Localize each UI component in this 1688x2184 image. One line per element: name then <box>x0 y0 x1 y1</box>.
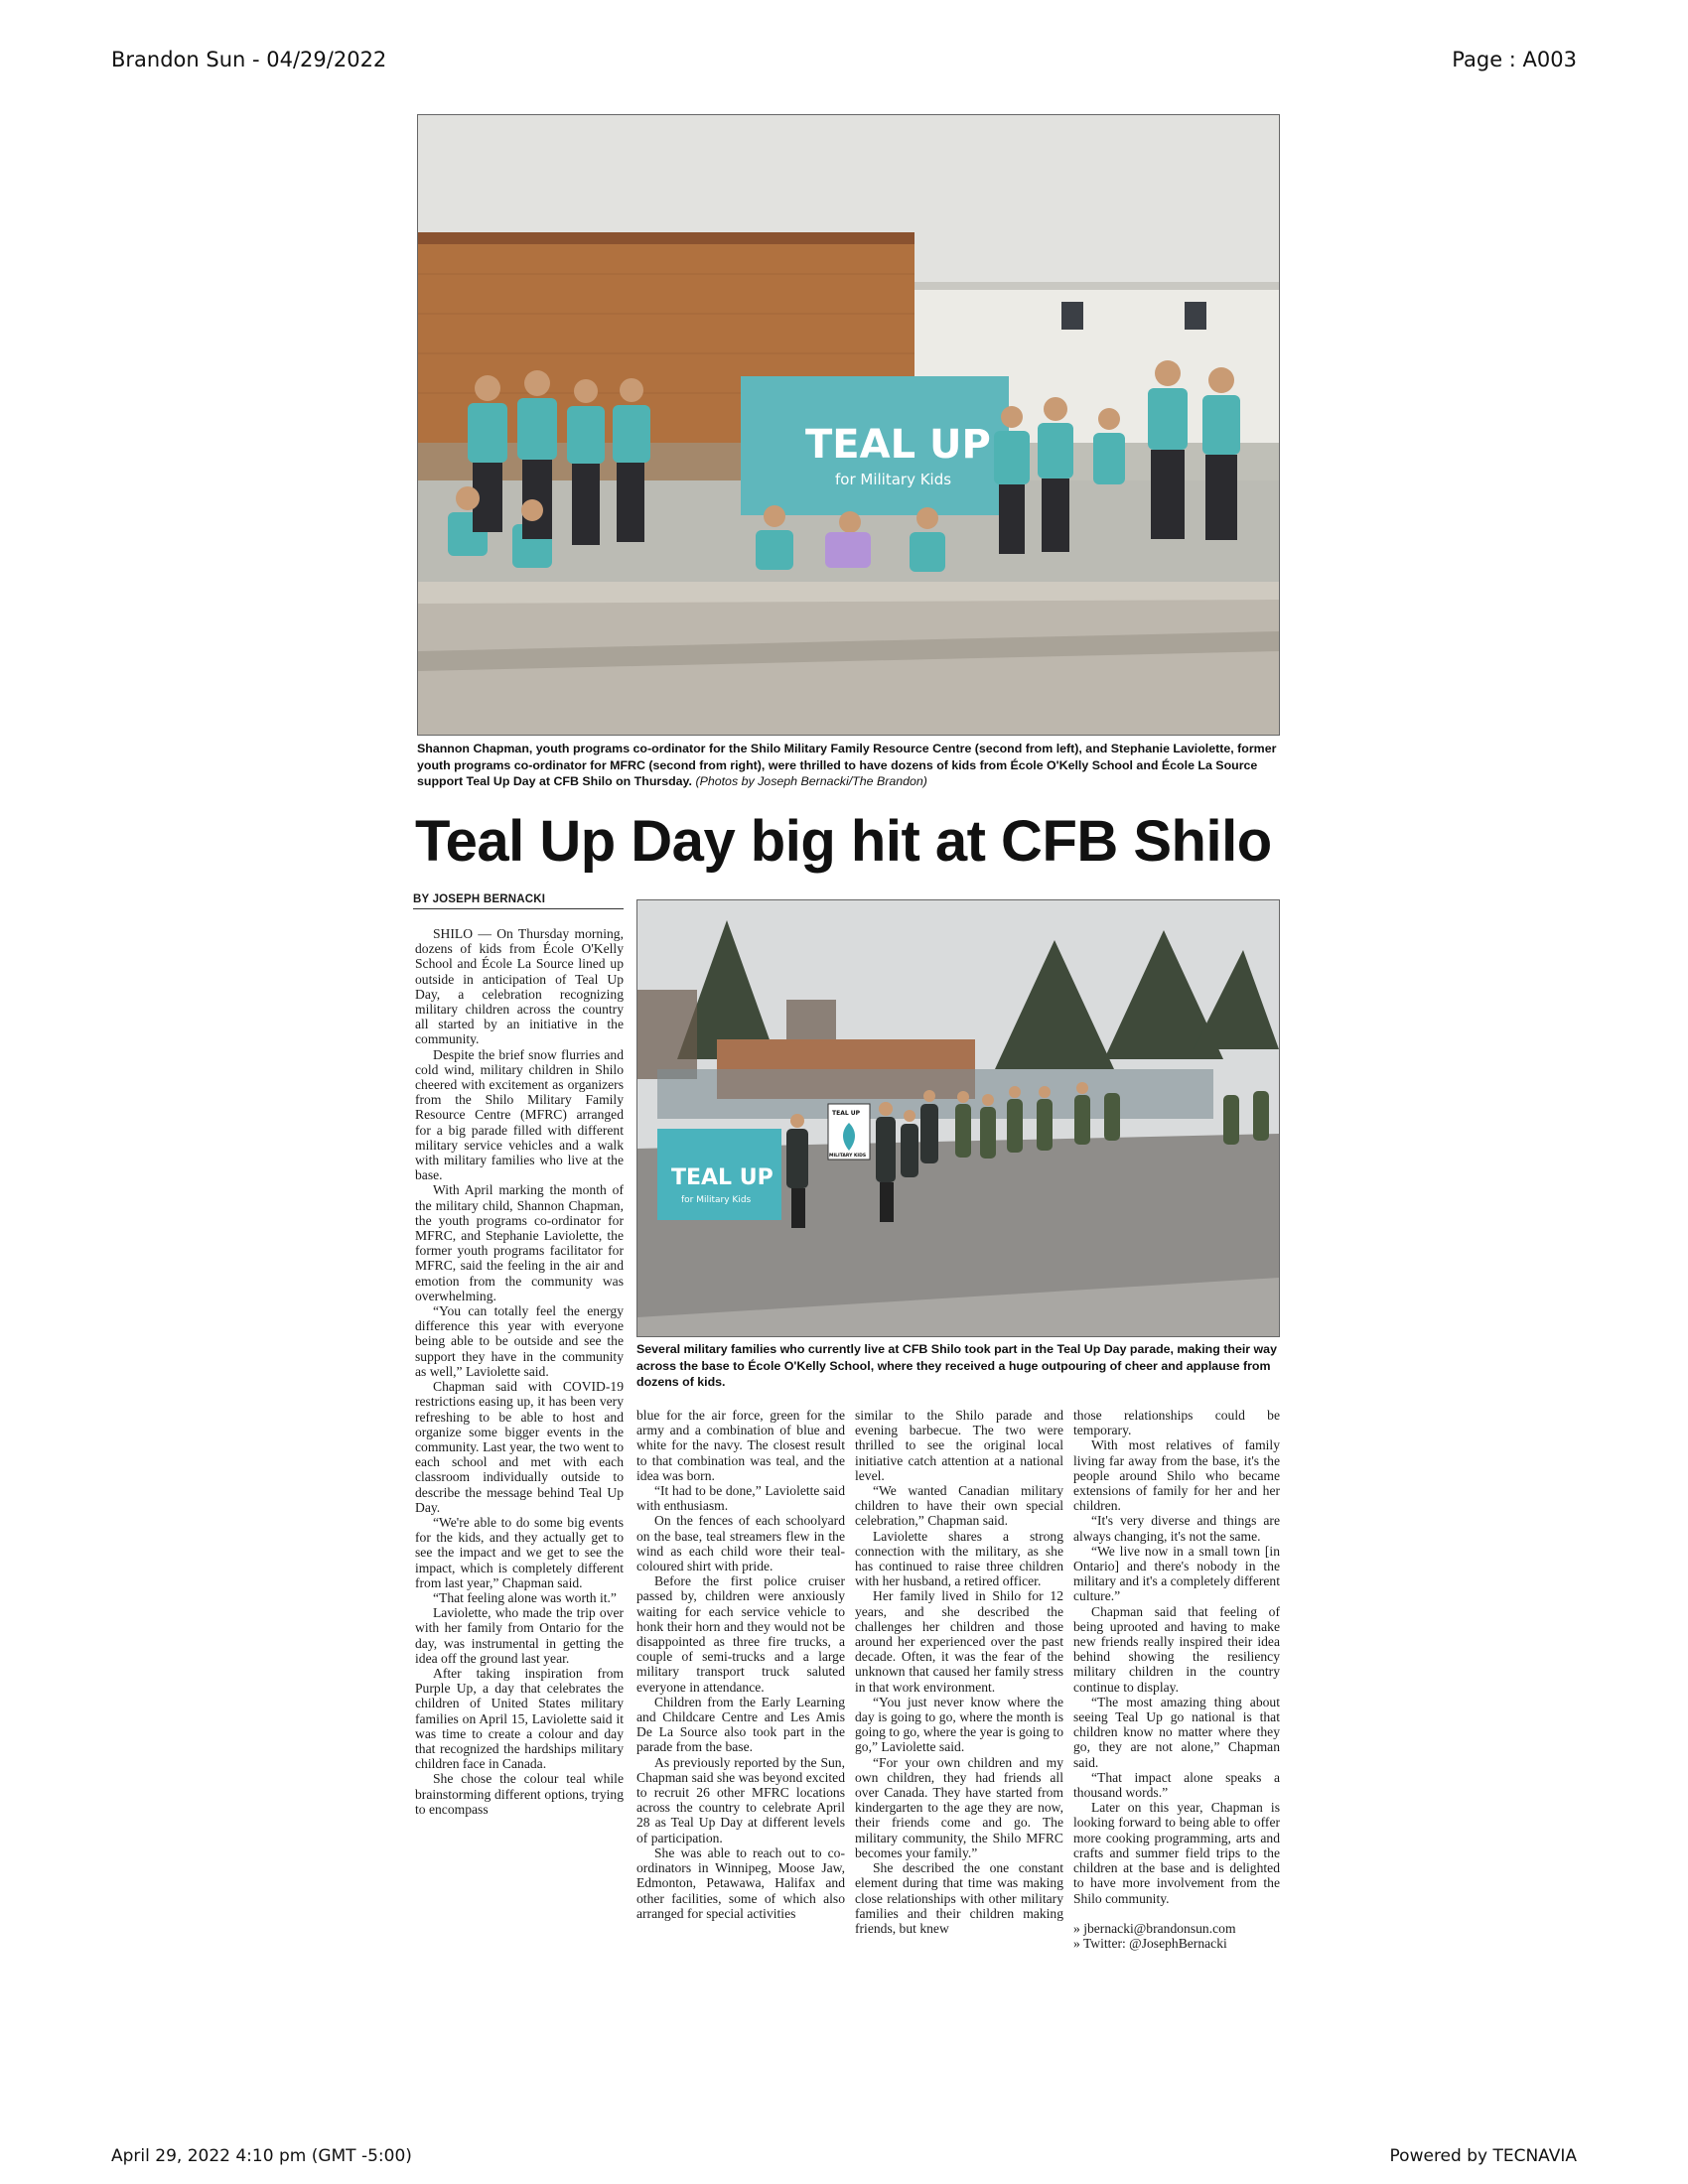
photo-credit: (Photos by Joseph Bernacki/The Brandon) <box>695 774 927 788</box>
paragraph: Laviolette shares a strong connection with the military, as she has continued to raise three children with her husband, a retired officer. <box>855 1528 1063 1589</box>
paragraph: “For your own children and my own children, they had friends all over Canada. They have started from kindergarten to the age they are now, their friends come and go. The military community, the Shilo MFRC becomes your family.” <box>855 1754 1063 1860</box>
paragraph: “That impact alone speaks a thousand words.” <box>1073 1769 1280 1801</box>
photo1-caption-text: Shannon Chapman, youth programs co-ordinator for the Shilo Military Family Resource Centre (second from left), and Stephanie Laviolette, former youth programs co-ordinator for MFRC (second from right), were thrilled to have dozens of kids from École O'Kelly School and École La Source support Teal Up Day at CFB Shilo on Thursday. <box>417 742 1277 788</box>
paragraph: With most relatives of family living far away from the base, it's the people around Shilo who became extensions of family for her and her children. <box>1073 1437 1280 1514</box>
photo-parade <box>636 899 1280 1337</box>
paragraph: Despite the brief snow flurries and cold wind, military children in Shilo cheered with excitement as organizers from the Shilo Military Family Resource Centre (MFRC) arranged for a big parade filled with different military service vehicles and a walk with military families who live at the base. <box>415 1046 624 1183</box>
sign-bottom-text: MILITARY KIDS <box>829 1154 867 1159</box>
paragraph: similar to the Shilo parade and evening barbecue. The two were thrilled to see the original local initiative catch attention at a national level. <box>855 1408 1063 1483</box>
byline: BY JOSEPH BERNACKI <box>413 893 624 909</box>
source-label: Brandon Sun - 04/29/2022 <box>111 48 387 71</box>
paragraph: Chapman said that feeling of being uprooted and having to make new friends really inspired their idea behind showing the resiliency military children in the country continue to display. <box>1073 1603 1280 1695</box>
paragraph: Chapman said with COVID-19 restrictions easing up, it has been very refreshing to be able to host and organize some bigger events in the community. Last year, the two went to each school and met with each classroom individually outside to describe the message behind Teal Up Day. <box>415 1379 624 1515</box>
paragraph: She was able to reach out to co-ordinators in Winnipeg, Moose Jaw, Edmonton, Petawawa, Halifax and other facilities, some of which also arranged for special activities <box>636 1844 845 1921</box>
paragraph: Children from the Early Learning and Childcare Centre and Les Amis De La Source also took part in the parade from the base. <box>636 1694 845 1755</box>
paragraph: “We live now in a small town [in Ontario] and there's nobody in the military and it's a completely different culture.” <box>1073 1543 1280 1604</box>
photo1-caption <box>417 741 1281 790</box>
article-column-1 <box>415 926 624 1817</box>
paragraph: After taking inspiration from Purple Up, a day that celebrates the children of United States military families on April 15, Laviolette said it was time to create a colour and day that recognized the hardships military children face in Canada. <box>415 1665 624 1772</box>
sign-top-text: TEAL UP <box>832 1110 861 1117</box>
paragraph: “It's very diverse and things are always changing, it's not the same. <box>1073 1513 1280 1544</box>
paragraph: blue for the air force, green for the army and a combination of blue and white for the navy. The closest result to that combination was teal, and the idea was born. <box>636 1408 845 1483</box>
author-twitter-link[interactable]: » Twitter: @JosephBernacki <box>1073 1935 1227 1951</box>
paragraph: She described the one constant element during that time was making close relationships with other military families and their children making friends, but knew <box>855 1860 1063 1936</box>
paragraph: “You can totally feel the energy difference this year with everyone being able to be outside and see the support they have in the community as well,” Laviolette said. <box>415 1303 624 1379</box>
photo-group-fence <box>417 114 1280 736</box>
paragraph: those relationships could be temporary. <box>1073 1408 1280 1438</box>
paragraph: “You just never know where the day is going to go, where the month is going to go, where the year is going to go,” Laviolette said. <box>855 1694 1063 1755</box>
paragraph: Her family lived in Shilo for 12 years, and she described the challenges her children and those around her experienced over the past decade. Often, it was the fear of the unknown that caused her family stress in that work environment. <box>855 1588 1063 1695</box>
paragraph: “We're able to do some big events for the kids, and they actually get to see the impact and we get to see the impact, which is completely different from last year,” Chapman said. <box>415 1514 624 1590</box>
parade-banner-text: TEAL UP <box>671 1165 774 1190</box>
paragraph: As previously reported by the Sun, Chapman said she was beyond excited to recruit 26 other MFRC locations across the country to celebrate April 28 as Teal Up Day at different levels of participation. <box>636 1754 845 1845</box>
article-column-4 <box>1073 1408 1280 1951</box>
paragraph: “It had to be done,” Laviolette said with enthusiasm. <box>636 1483 845 1514</box>
paragraph: Later on this year, Chapman is looking forward to being able to offer more cooking programming, arts and crafts and summer field trips to the children at the base and is delighted to have more involvement from the Shilo community. <box>1073 1800 1280 1906</box>
paragraph: On the fences of each schoolyard on the base, teal streamers flew in the wind as each child wore their teal-coloured shirt with pride. <box>636 1513 845 1574</box>
parade-banner-subtext: for Military Kids <box>681 1195 752 1205</box>
paragraph: With April marking the month of the military child, Shannon Chapman, the youth programs co-ordinator for MFRC, and Stephanie Laviolette, the former youth programs facilitator for MFRC, said the feeling in the air and emotion from the community was overwhelming. <box>415 1182 624 1303</box>
paragraph: “The most amazing thing about seeing Teal Up go national is that children know no matter where they go, they are not alone,” Chapman said. <box>1073 1694 1280 1770</box>
footer-timestamp: April 29, 2022 4:10 pm (GMT -5:00) <box>111 2146 412 2166</box>
page-number-label: Page : A003 <box>1452 48 1577 71</box>
footer-powered-by: Powered by TECNAVIA <box>1389 2146 1577 2166</box>
paragraph: SHILO — On Thursday morning, dozens of kids from École O'Kelly School and École La Source lined up outside in anticipation of Teal Up Day, a celebration recognizing military children across the country all started by an initiative in the community. <box>415 926 624 1047</box>
article-headline: Teal Up Day big hit at CFB Shilo <box>415 809 1272 874</box>
author-email-link[interactable]: » jbernacki@brandonsun.com <box>1073 1920 1236 1936</box>
paragraph: Before the first police cruiser passed by, children were anxiously waiting for each service vehicle to honk their horn and they would not be disappointed as three fire trucks, a couple of semi-trucks and a large military transport truck saluted everyone in attendance. <box>636 1573 845 1695</box>
paragraph: “We wanted Canadian military children to have their own special celebration,” Chapman said. <box>855 1483 1063 1529</box>
paragraph: She chose the colour teal while brainstorming different options, trying to encompass <box>415 1771 624 1817</box>
paragraph: Laviolette, who made the trip over with her family from Ontario for the day, was instrumental in getting the idea off the ground last year. <box>415 1605 624 1666</box>
paragraph: “That feeling alone was worth it.” <box>433 1589 617 1605</box>
article-column-2 <box>636 1408 845 1921</box>
article-column-3 <box>855 1408 1063 1936</box>
photo2-caption: Several military families who currently live at CFB Shilo took part in the Teal Up Day parade, making their way across the base to École O'Kelly School, where they received a huge outpouring of cheer and applause from dozens of kids. <box>636 1342 1277 1389</box>
banner-subtext: for Military Kids <box>835 471 952 488</box>
banner-text: TEAL UP <box>805 422 991 468</box>
author-contact <box>1073 1921 1280 1951</box>
